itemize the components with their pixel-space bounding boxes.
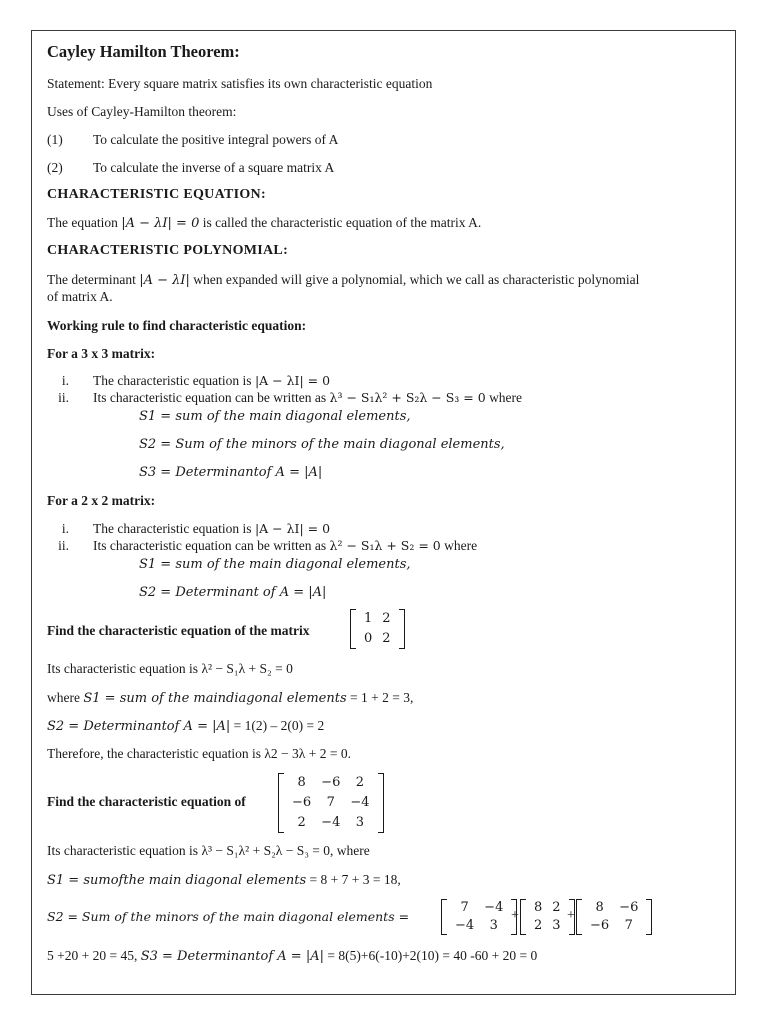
text: Its characteristic equation can be written as [93,538,327,553]
use-text: To calculate the positive integral powers of A [93,132,339,147]
matrix-cell: −4 [455,918,475,933]
matrix-cell: 8 [297,775,306,790]
statement: Statement: Every square matrix satisfies its own characteristic equation [47,76,433,91]
char-poly-text [47,272,639,289]
math: |A − λI| = 0 [254,521,331,536]
example1-matrix [350,609,405,649]
matrix-cell: 3 [489,918,498,933]
item-body [93,390,522,406]
bracket-right [378,773,384,833]
math: λ³ − S₁λ² + S₂λ − S₃ = 0 [329,390,486,405]
ex1-line-2 [47,690,413,707]
ex1-line-3 [47,718,324,735]
working-rule-heading: Working rule to find characteristic equation: [47,318,307,333]
text: where [444,538,478,553]
matrix-cell: 1 [364,611,373,626]
ex2-line-3: S2 = Sum of the minors of the main diagonal elements = [47,909,410,924]
ex2-line-2 [47,872,401,889]
matrix-cell: 2 [355,775,365,790]
matrix-cell: 3 [355,815,365,830]
math: |A − λI| = 0 [121,216,200,231]
example1-label: Find the characteristic equation of the matrix [47,623,310,638]
matrix-cell: −6 [619,900,639,915]
example2-matrix [278,773,384,833]
roman-num: ii. [58,538,69,553]
math: S2 = Determinantof A = |A| [47,719,231,734]
text: Its characteristic equation can be written as [93,390,327,405]
use-num: (1) [47,132,63,147]
three-s1: S1 = sum of the main diagonal elements, [139,409,411,424]
ex1-line-1: Its characteristic equation is λ² − S₁λ + S₂ = 0 [47,661,293,676]
matrix-cell: 2 [382,611,391,626]
math: S1 = sumofthe main diagonal elements [47,873,307,888]
text: = 1(2) – 2(0) = 2 [233,718,325,733]
use-item-1 [47,132,339,148]
ex1-line-4: Therefore, the characteristic equation is λ2 − 3λ + 2 = 0. [47,746,351,761]
text: 5 +20 + 20 = 45, [47,948,138,963]
bracket-right [399,609,405,649]
char-eq-heading: CHARACTERISTIC EQUATION: [47,187,266,202]
three-matrix-heading: For a 3 x 3 matrix: [47,346,156,361]
example2-label: Find the characteristic equation of [47,794,246,809]
math: |A − λI| = 0 [254,373,331,388]
matrix-cell: −4 [350,795,370,810]
bracket-right [646,899,652,935]
matrix-cell: 3 [552,918,561,933]
roman-num: ii. [58,390,69,405]
matrix-cell: −6 [292,795,312,810]
matrix-cell: 0 [364,631,373,646]
item-body [93,538,477,554]
matrix-cell: 7 [326,795,335,810]
matrix-cell: 2 [552,900,561,915]
matrix-cell: 8 [595,900,604,915]
roman-num: i. [61,373,69,388]
two-s1: S1 = sum of the main diagonal elements, [139,557,411,572]
use-item-2 [47,160,335,176]
matrix-cell: 2 [297,815,306,830]
text: The equation [47,215,118,230]
plus-sign: + [567,908,575,923]
two-matrix-heading: For a 2 x 2 matrix: [47,493,156,508]
matrix-cell: −6 [590,918,610,933]
char-poly-text-2: of matrix A. [47,289,113,304]
text: = 1 + 2 = 3, [350,690,414,705]
text: The characteristic equation is [93,521,252,536]
item-body [93,521,330,537]
uses-heading: Uses of Cayley-Hamilton theorem: [47,104,237,119]
matrix-cell: 7 [624,918,633,933]
minor-matrix-3 [576,899,652,935]
three-s3: S3 = Determinantof A = |A| [139,465,323,480]
char-poly-heading: CHARACTERISTIC POLYNOMIAL: [47,243,289,258]
matrix-cell: 2 [534,918,543,933]
item-body [93,373,330,389]
math: S1 = sum of the maindiagonal elements [83,691,347,706]
text: = 8(5)+6(-10)+2(10) = 40 -60 + 20 = 0 [327,948,538,963]
text: when expanded will give a polynomial, which we call as characteristic polynomial [193,272,640,287]
minor-matrix-1 [441,899,517,935]
matrix-cell: −6 [321,775,341,790]
use-text: To calculate the inverse of a square matrix A [93,160,335,175]
three-s2: S2 = Sum of the minors of the main diagonal elements, [139,437,505,452]
math: S3 = Determinantof A = |A| [140,949,324,964]
ex2-line-1: Its characteristic equation is λ³ − S₁λ² + S₂λ − S₃ = 0, where [47,843,370,858]
matrix-cell: 2 [382,631,391,646]
text: The determinant [47,272,136,287]
text: is called the characteristic equation of the matrix A. [202,215,482,230]
matrix-cell: 8 [534,900,543,915]
matrix-cell: 7 [460,900,469,915]
plus-sign: + [511,908,519,923]
ex2-line-4 [47,948,537,965]
roman-num: i. [61,521,69,536]
page-title: Cayley Hamilton Theorem: [47,42,240,61]
char-eq-text [47,215,481,232]
text: = 8 + 7 + 3 = 18, [309,872,401,887]
text: where [47,690,80,705]
matrix-cell: −4 [321,815,341,830]
matrix-cell: −4 [484,900,504,915]
use-num: (2) [47,160,63,175]
two-s2: S2 = Determinant of A = |A| [139,585,327,600]
math: |A − λI| [139,273,190,288]
text: The characteristic equation is [93,373,252,388]
math: λ² − S₁λ + S₂ = 0 [329,538,441,553]
text: where [489,390,523,405]
